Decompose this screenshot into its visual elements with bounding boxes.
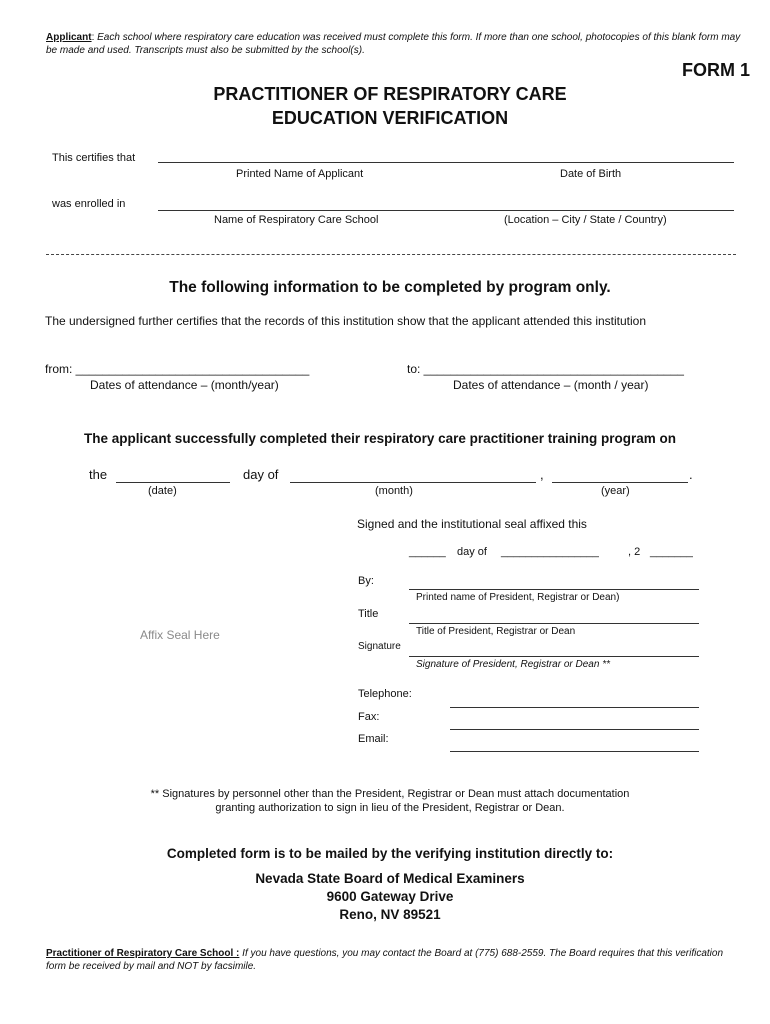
school-field[interactable]	[158, 210, 734, 211]
title-field[interactable]	[409, 623, 699, 624]
comma: ,	[540, 467, 544, 482]
title-caption: Title of President, Registrar or Dean	[416, 626, 576, 637]
telephone-label: Telephone:	[358, 688, 412, 700]
completion-heading: The applicant successfully completed their respiratory care practitioner training program on	[84, 431, 676, 446]
applicant-name-field[interactable]	[158, 162, 734, 163]
email-label: Email:	[358, 733, 389, 745]
section-divider	[46, 254, 736, 255]
mailing-address	[40, 870, 740, 924]
footnote-line-2: granting authorization to sign in lieu of the President, Registrar or Dean.	[215, 802, 565, 814]
signed-text: Signed and the institutional seal affixed this	[357, 517, 587, 531]
title-line-1: PRACTITIONER OF RESPIRATORY CARE	[213, 84, 567, 104]
completion-date-field[interactable]	[116, 482, 230, 483]
bottom-note-text: If you have questions, you may contact the Board at (775) 688-2559. The Board requires that this verification form be received by mail and NOT by facsimile.	[46, 948, 724, 972]
title-line-2: EDUCATION VERIFICATION	[271, 108, 509, 128]
to-caption: Dates of attendance – (month / year)	[453, 378, 649, 392]
title-label: Title	[358, 608, 379, 620]
the-label: the	[89, 467, 108, 482]
completion-year-field[interactable]	[552, 482, 688, 483]
dob-caption: Date of Birth	[560, 168, 622, 180]
by-label: By:	[358, 575, 374, 587]
form-number: FORM 1	[681, 60, 750, 80]
period: .	[689, 467, 693, 482]
bottom-note-label: Practitioner of Respiratory Care School :	[46, 948, 240, 959]
sign-year-field[interactable]: _______	[650, 546, 693, 558]
completion-month-field[interactable]	[290, 482, 536, 483]
fax-field[interactable]	[450, 729, 699, 730]
applicant-instructions: Applicant: Each school where respiratory care education was received must complete this form. If more than one school, photocopies of this blank form may be made and used. Transcripts must also be submitted by the school(s).	[46, 32, 741, 56]
sign-day-of: day of	[457, 546, 487, 558]
date-caption: (date)	[148, 485, 177, 497]
from-caption: Dates of attendance – (month/year)	[90, 378, 279, 392]
to-field[interactable]: to: _______________________________________	[407, 362, 684, 376]
applicant-instructions-text: Each school where respiratory care education was received must complete this form. If more than one school, photocopies of this blank form may be made and used. Transcripts must also be submitted by the school(s).	[46, 32, 741, 56]
telephone-field[interactable]	[450, 707, 699, 708]
footnote-line-1: ** Signatures by personnel other than the President, Registrar or Dean must attach documentation	[150, 788, 630, 800]
mailing-heading: Completed form is to be mailed by the verifying institution directly to:	[166, 846, 614, 861]
certifies-label: This certifies that	[52, 152, 136, 164]
email-field[interactable]	[450, 751, 699, 752]
signature-field[interactable]	[409, 656, 699, 657]
mailing-city: Reno, NV 89521	[339, 907, 441, 922]
mailing-org: Nevada State Board of Medical Examiners	[255, 871, 525, 886]
sign-day-field[interactable]: ______	[409, 546, 446, 558]
affix-seal: Affix Seal Here	[140, 628, 220, 642]
school-caption: Name of Respiratory Care School	[214, 214, 379, 226]
location-caption: (Location – City / State / Country)	[504, 214, 667, 226]
fax-label: Fax:	[358, 711, 380, 723]
program-heading: The following information to be completed by program only.	[169, 279, 611, 296]
from-field[interactable]: from: ___________________________________	[45, 362, 310, 376]
name-caption: Printed Name of Applicant	[236, 168, 364, 180]
sign-year-prefix: , 2	[628, 546, 641, 558]
mailing-street: 9600 Gateway Drive	[326, 889, 454, 904]
day-of-label: day of	[243, 467, 279, 482]
signature-footnote	[40, 787, 740, 815]
page-title	[120, 82, 660, 130]
bottom-note	[46, 947, 736, 973]
enrolled-label: was enrolled in	[52, 198, 126, 210]
sign-month-field[interactable]: ________________	[501, 546, 599, 558]
applicant-label: Applicant	[46, 32, 92, 43]
printed-caption: Printed name of President, Registrar or Dean)	[416, 592, 620, 603]
signature-label: Signature	[358, 641, 401, 652]
printed-name-field[interactable]	[409, 589, 699, 590]
month-caption: (month)	[375, 485, 413, 497]
year-caption: (year)	[601, 485, 630, 497]
certify-text: The undersigned further certifies that the records of this institution show that the applicant attended this institution	[45, 314, 647, 328]
signature-caption: Signature of President, Registrar or Dean **	[416, 659, 610, 670]
